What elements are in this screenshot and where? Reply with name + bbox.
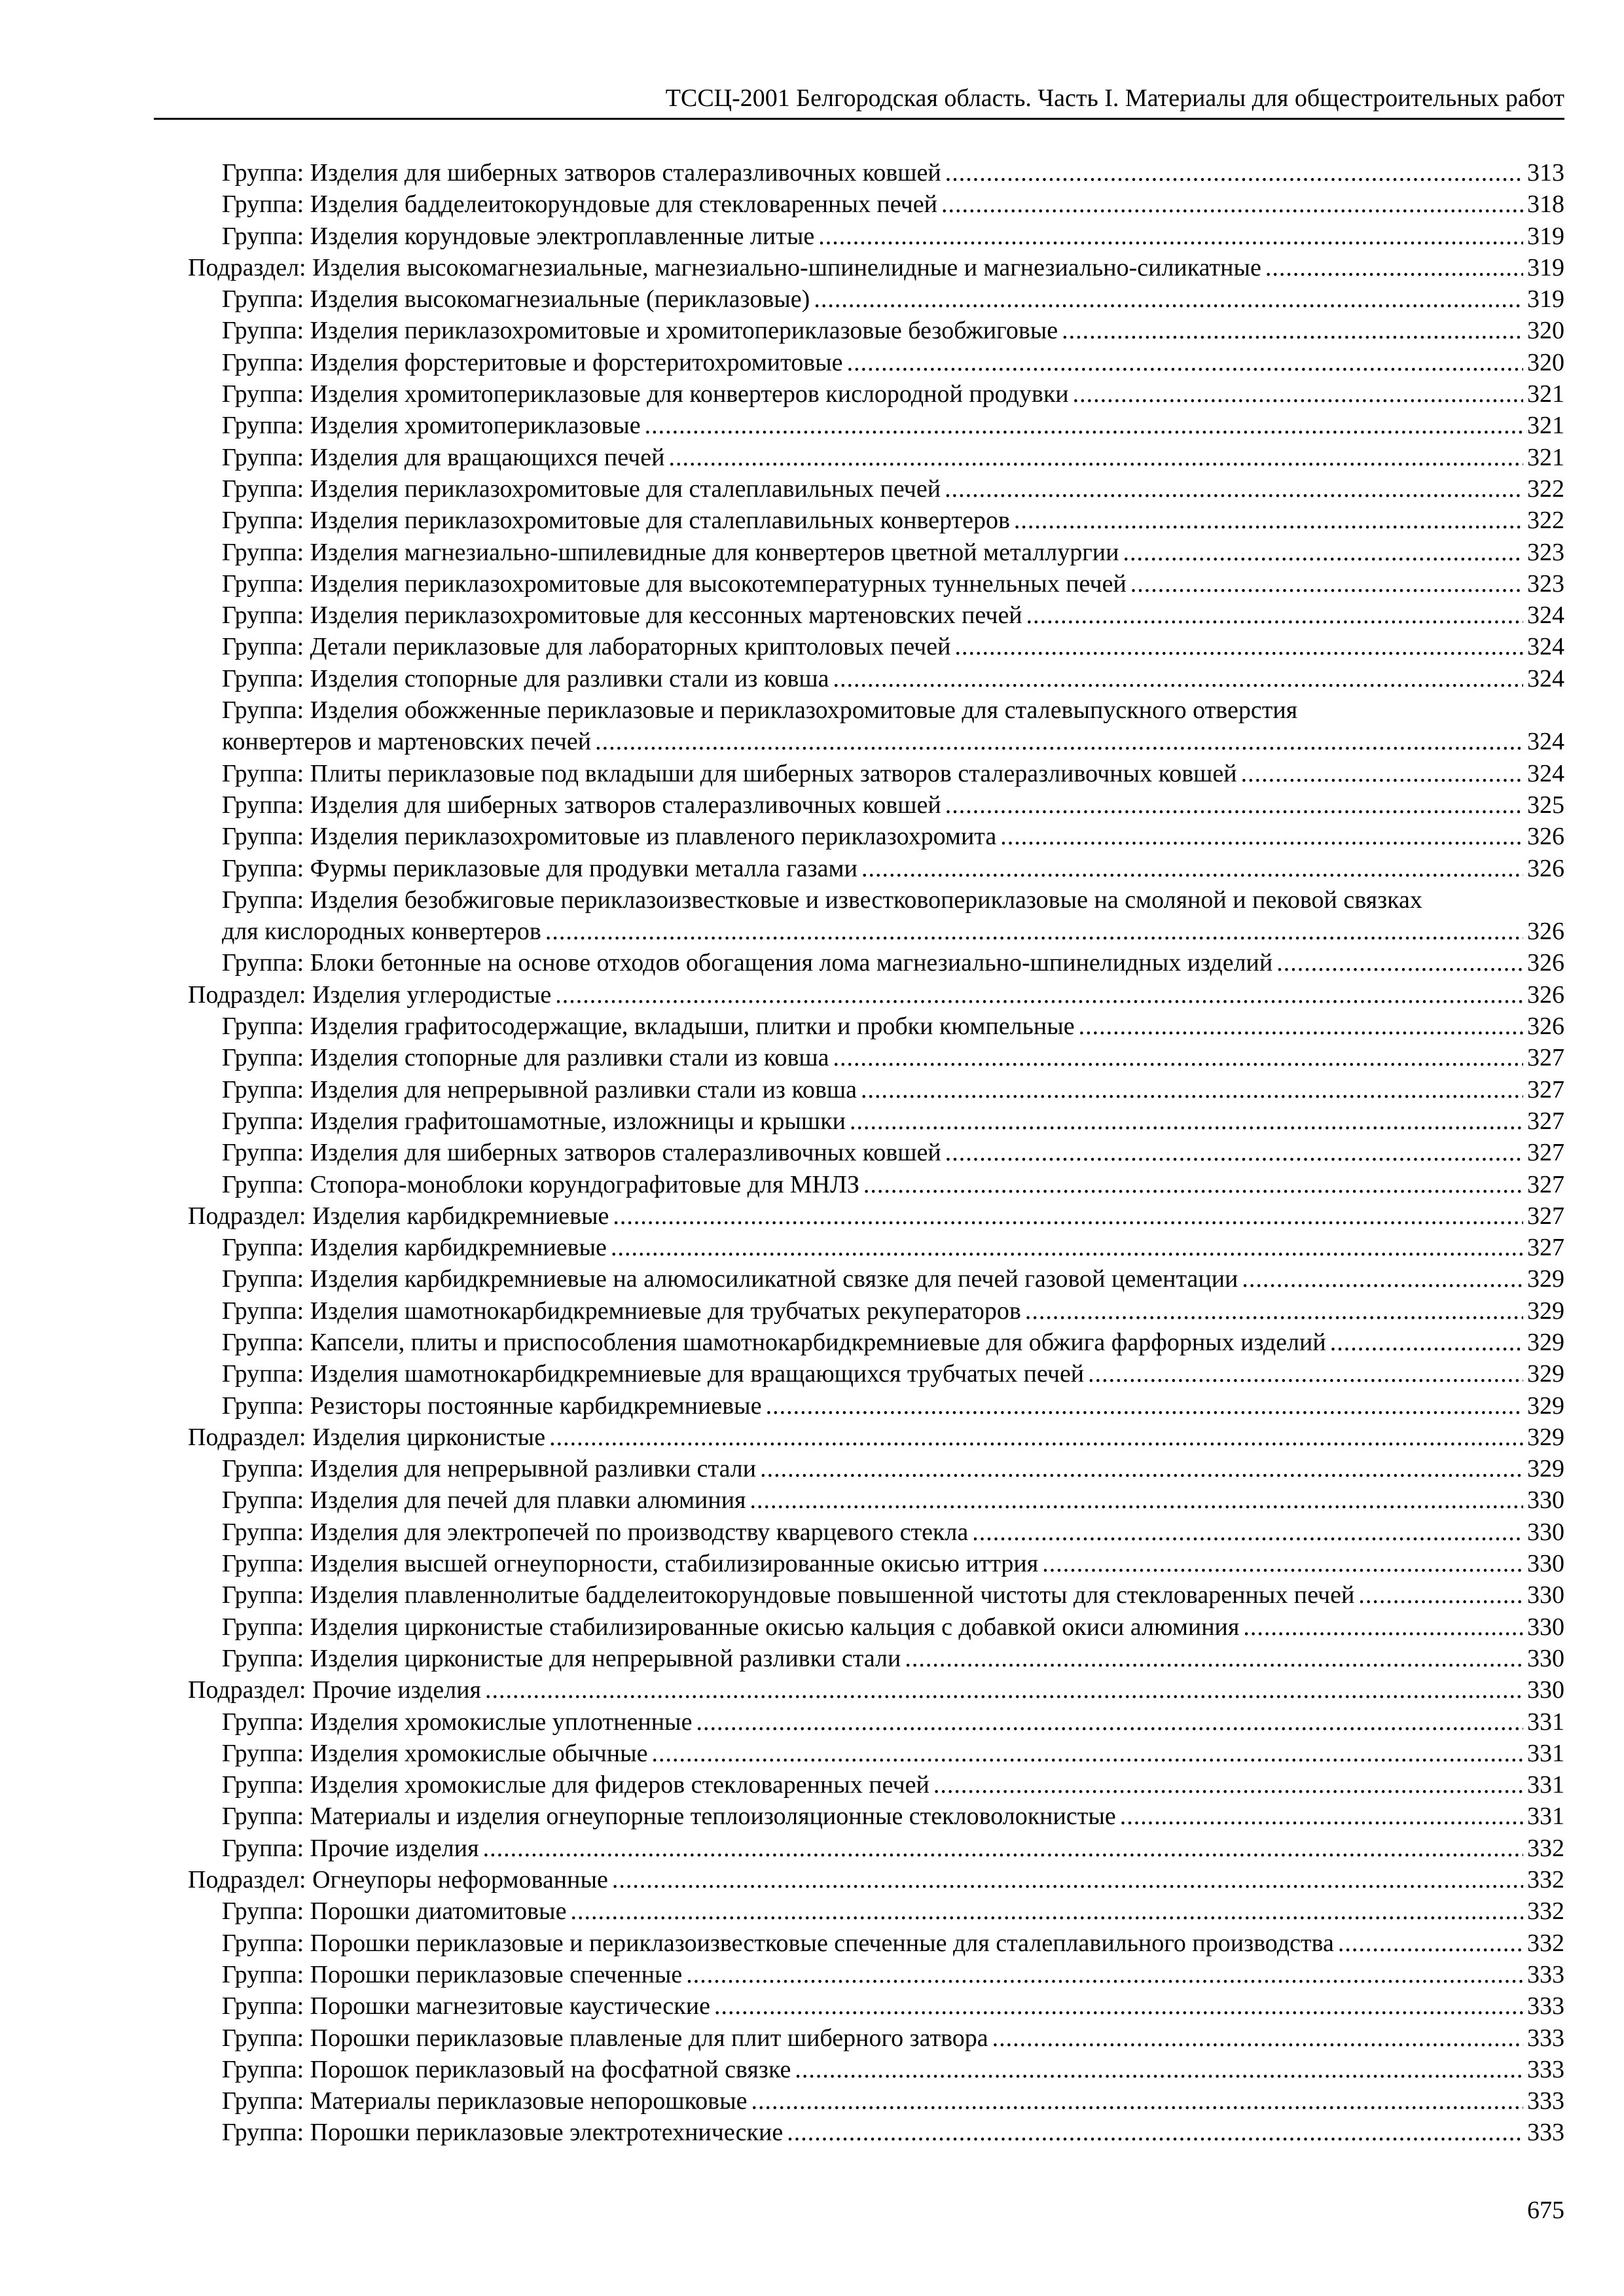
toc-entry-page: 330 bbox=[1527, 1581, 1564, 1609]
toc-entry-page: 320 bbox=[1527, 348, 1564, 376]
toc-entry-text: Группа: Порошки периклазовые и периклазоизвестковые спеченные для сталеплавильного производства bbox=[222, 1929, 1334, 1957]
toc-entry-page: 329 bbox=[1527, 1360, 1564, 1388]
toc-entry-page: 333 bbox=[1527, 2087, 1564, 2115]
toc-group-entry bbox=[222, 1990, 1564, 2022]
toc-group-entry bbox=[222, 1611, 1564, 1643]
toc-entry-page: 331 bbox=[1527, 1771, 1564, 1799]
toc-entry-page: 329 bbox=[1527, 1455, 1564, 1483]
toc-group-entry bbox=[222, 1579, 1564, 1611]
dot-leader bbox=[1120, 1801, 1523, 1832]
toc-entry-text: Группа: Плиты периклазовые под вкладыши для шиберных затворов сталеразливочных ковшей bbox=[222, 759, 1237, 787]
dot-leader bbox=[814, 283, 1523, 315]
dot-leader bbox=[1042, 1548, 1523, 1579]
toc-entry-page: 324 bbox=[1527, 633, 1564, 661]
dot-leader bbox=[1073, 378, 1523, 410]
dot-leader bbox=[941, 188, 1523, 220]
toc-entry-text: Группа: Изделия для непрерывной разливки стали bbox=[222, 1455, 757, 1483]
dot-leader bbox=[645, 410, 1523, 441]
dot-leader bbox=[795, 2054, 1523, 2085]
toc-entry-text: Группа: Изделия хромитопериклазовые bbox=[222, 412, 641, 440]
toc-subsection-entry bbox=[188, 1864, 1564, 1895]
dot-leader bbox=[905, 1643, 1523, 1674]
toc-entry-text: Подраздел: Изделия карбидкремниевые bbox=[188, 1202, 609, 1230]
dot-leader bbox=[1276, 947, 1523, 978]
toc-entry-text: Группа: Изделия периклазохромитовые для кессонных мартеновских печей bbox=[222, 601, 1022, 630]
toc-entry-text: Группа: Изделия для шиберных затворов сталеразливочных ковшей bbox=[222, 791, 941, 819]
dot-leader bbox=[545, 916, 1523, 947]
toc-group-entry bbox=[222, 1169, 1564, 1200]
toc-entry-page: 329 bbox=[1527, 1391, 1564, 1420]
dot-leader bbox=[1088, 1358, 1523, 1390]
toc-entry-page: 331 bbox=[1527, 1708, 1564, 1736]
toc-entry-text: Группа: Изделия цирконистые для непрерывной разливки стали bbox=[222, 1644, 901, 1672]
toc-entry-page: 321 bbox=[1527, 380, 1564, 408]
toc-entry-text: Группа: Изделия высокомагнезиальные (периклазовые) bbox=[222, 285, 810, 314]
toc-group-entry bbox=[222, 347, 1564, 378]
toc-entry-text: для кислородных конвертеров bbox=[222, 918, 541, 946]
toc-group-entry bbox=[222, 884, 1564, 948]
toc-group-entry bbox=[222, 694, 1564, 758]
toc-group-entry bbox=[222, 1548, 1564, 1579]
dot-leader bbox=[861, 1074, 1523, 1105]
toc-entry-page: 324 bbox=[1527, 601, 1564, 630]
toc-entry-text: Группа: Изделия для вращающихся печей bbox=[222, 443, 665, 471]
toc-entry-text: Группа: Изделия хромокислые уплотненные bbox=[222, 1708, 693, 1736]
toc-entry-page: 326 bbox=[1527, 823, 1564, 851]
toc-group-entry bbox=[222, 1011, 1564, 1042]
toc-entry-page: 331 bbox=[1527, 1739, 1564, 1767]
toc-entry-page: 329 bbox=[1527, 1328, 1564, 1356]
toc-entry-page: 319 bbox=[1527, 222, 1564, 250]
toc-entry-page: 323 bbox=[1527, 569, 1564, 598]
dot-leader bbox=[668, 442, 1523, 473]
toc-group-entry bbox=[222, 1327, 1564, 1358]
toc-entry-page: 330 bbox=[1527, 1644, 1564, 1672]
dot-leader bbox=[613, 1200, 1523, 1232]
toc-entry-text: Группа: Изделия карбидкремниевые bbox=[222, 1234, 607, 1262]
toc-entry-page: 333 bbox=[1527, 2024, 1564, 2052]
toc-entry-text: Группа: Порошки диатомитовые bbox=[222, 1897, 567, 1926]
toc-entry-text: Группа: Порошки периклазовые плавленые для плит шиберного затвора bbox=[222, 2024, 988, 2052]
toc-entry-page: 333 bbox=[1527, 1960, 1564, 1988]
dot-leader bbox=[1358, 1579, 1523, 1611]
toc-entry-page: 330 bbox=[1527, 1613, 1564, 1641]
page-number: 675 bbox=[1527, 2197, 1564, 2224]
dot-leader bbox=[847, 347, 1523, 378]
toc-group-entry bbox=[222, 221, 1564, 252]
toc-entry-text: Группа: Изделия стопорные для разливки стали из ковша bbox=[222, 664, 829, 692]
toc-group-entry bbox=[222, 2022, 1564, 2054]
header-title: ТССЦ-2001 Белгородская область. Часть I. Материалы для общестроительных работ bbox=[665, 84, 1564, 112]
toc-subsection-entry bbox=[188, 252, 1564, 283]
dot-leader bbox=[651, 1738, 1523, 1769]
toc-entry-page: 327 bbox=[1527, 1075, 1564, 1103]
toc-entry-page: 326 bbox=[1527, 1013, 1564, 1041]
dot-leader bbox=[612, 1864, 1523, 1895]
dot-leader bbox=[1025, 1295, 1523, 1327]
toc-group-entry bbox=[222, 537, 1564, 568]
toc-subsection-entry bbox=[188, 1200, 1564, 1232]
dot-leader bbox=[570, 1895, 1523, 1927]
toc-entry-text: Группа: Изделия периклазохромитовые для высокотемпературных туннельных печей bbox=[222, 569, 1127, 598]
toc-entry-page: 313 bbox=[1527, 159, 1564, 187]
dot-leader bbox=[833, 663, 1523, 694]
toc-group-entry bbox=[222, 1263, 1564, 1295]
toc-group-entry bbox=[222, 188, 1564, 220]
toc-entry-page: 333 bbox=[1527, 2055, 1564, 2083]
dot-leader bbox=[945, 157, 1523, 188]
dot-leader bbox=[955, 631, 1524, 662]
toc-entry-text: Группа: Изделия цирконистые стабилизированные окисью кальция с добавкой окиси алюминия bbox=[222, 1613, 1240, 1641]
toc-group-entry bbox=[222, 1042, 1564, 1073]
dot-leader bbox=[751, 2085, 1523, 2117]
dot-leader bbox=[818, 221, 1523, 252]
toc-group-entry bbox=[222, 1959, 1564, 1990]
toc-group-entry bbox=[222, 758, 1564, 789]
toc-subsection-entry bbox=[188, 979, 1564, 1011]
toc-group-entry bbox=[222, 1074, 1564, 1105]
toc-entry-page: 318 bbox=[1527, 190, 1564, 219]
toc-entry-page: 324 bbox=[1527, 728, 1564, 756]
toc-entry-page: 322 bbox=[1527, 475, 1564, 503]
dot-leader bbox=[483, 1833, 1523, 1864]
toc-entry-page: 333 bbox=[1527, 2119, 1564, 2147]
dot-leader bbox=[1014, 505, 1523, 536]
toc-group-entry bbox=[222, 568, 1564, 600]
dot-leader bbox=[696, 1706, 1523, 1738]
toc-entry-text: Подраздел: Изделия углеродистые bbox=[188, 980, 552, 1009]
toc-entry-text: Группа: Изделия корундовые электроплавленные литые bbox=[222, 222, 815, 250]
toc-entry-text: Группа: Капсели, плиты и приспособления шамотнокарбидкремниевые для обжига фарфорных изделий bbox=[222, 1328, 1326, 1356]
toc-entry-page: 321 bbox=[1527, 412, 1564, 440]
toc-entry-page: 329 bbox=[1527, 1265, 1564, 1293]
dot-leader bbox=[1123, 537, 1523, 568]
toc-group-entry bbox=[222, 1105, 1564, 1137]
toc-entry-page: 332 bbox=[1527, 1834, 1564, 1862]
toc-group-entry bbox=[222, 853, 1564, 884]
toc-entry-text: Группа: Изделия графитосодержащие, вкладыши, плитки и пробки кюмпельные bbox=[222, 1013, 1075, 1041]
toc-entry-text: Группа: Изделия для печей для плавки алюминия bbox=[222, 1486, 746, 1515]
dot-leader bbox=[1265, 252, 1523, 283]
toc-entry-page: 319 bbox=[1527, 285, 1564, 314]
dot-leader bbox=[1079, 1011, 1523, 1042]
dot-leader bbox=[1242, 1263, 1523, 1295]
toc-entry-page: 327 bbox=[1527, 1234, 1564, 1262]
toc-entry-page: 327 bbox=[1527, 1044, 1564, 1072]
toc-entry-page: 326 bbox=[1527, 980, 1564, 1009]
page-header bbox=[154, 80, 1564, 120]
toc-entry-page: 324 bbox=[1527, 759, 1564, 787]
toc-group-entry bbox=[222, 1833, 1564, 1864]
toc-entry-page: 327 bbox=[1527, 1202, 1564, 1230]
toc-entry-page: 327 bbox=[1527, 1107, 1564, 1135]
dot-leader bbox=[945, 789, 1523, 821]
dot-leader bbox=[972, 1516, 1523, 1548]
toc-entry-text: Группа: Изделия для непрерывной разливки стали из ковша bbox=[222, 1075, 857, 1103]
toc-entry-text: Группа: Блоки бетонные на основе отходов обогащения лома магнезиально-шпинелидных изделий bbox=[222, 949, 1273, 977]
dot-leader bbox=[787, 2117, 1523, 2148]
toc-entry-text-line1: Группа: Изделия безобжиговые периклазоизвестковые и известковопериклазовые на смоляной и пековой связках bbox=[222, 886, 1422, 914]
toc-group-entry bbox=[222, 473, 1564, 505]
toc-group-entry bbox=[222, 505, 1564, 536]
toc-group-entry bbox=[222, 1738, 1564, 1769]
toc-entry-text: Группа: Изделия периклазохромитовые из плавленого периклазохромита bbox=[222, 823, 997, 851]
toc-entry-text: Группа: Порошки магнезитовые каустические bbox=[222, 1992, 710, 2020]
toc-entry-page: 323 bbox=[1527, 538, 1564, 566]
dot-leader bbox=[549, 1422, 1523, 1453]
toc-entry-page: 330 bbox=[1527, 1550, 1564, 1578]
toc-entry-page: 330 bbox=[1527, 1518, 1564, 1546]
toc-group-entry bbox=[222, 821, 1564, 852]
toc-group-entry bbox=[222, 2054, 1564, 2085]
toc-entry-text: Группа: Изделия стопорные для разливки стали из ковша bbox=[222, 1044, 829, 1072]
toc-entry-text: Группа: Порошки периклазовые электротехнические bbox=[222, 2119, 784, 2147]
toc-group-entry bbox=[222, 1358, 1564, 1390]
toc-entry-text: Группа: Изделия карбидкремниевые на алюмосиликатной связке для печей газовой цементации bbox=[222, 1265, 1238, 1293]
toc-entry-page: 330 bbox=[1527, 1676, 1564, 1704]
toc-group-entry bbox=[222, 378, 1564, 410]
dot-leader bbox=[945, 473, 1523, 505]
toc-entry-page: 329 bbox=[1527, 1297, 1564, 1325]
toc-entry-page: 322 bbox=[1527, 507, 1564, 535]
dot-leader bbox=[1000, 821, 1523, 852]
toc-entry-text: Группа: Изделия хромокислые для фидеров стекловаренных печей bbox=[222, 1771, 929, 1799]
toc-group-entry bbox=[222, 631, 1564, 662]
toc-entry-page: 329 bbox=[1527, 1423, 1564, 1451]
toc-subsection-entry bbox=[188, 1674, 1564, 1706]
toc-group-entry bbox=[222, 1516, 1564, 1548]
toc-entry-text: Группа: Изделия магнезиально-шпилевидные для конвертеров цветной металлургии bbox=[222, 538, 1119, 566]
toc-entry-page: 326 bbox=[1527, 854, 1564, 882]
dot-leader bbox=[686, 1959, 1523, 1990]
toc-group-entry bbox=[222, 1390, 1564, 1422]
dot-leader bbox=[1338, 1928, 1523, 1959]
toc-group-entry bbox=[222, 1137, 1564, 1168]
toc-group-entry bbox=[222, 1895, 1564, 1927]
toc-entry-text: Группа: Изделия шамотнокарбидкремниевые для вращающихся трубчатых печей bbox=[222, 1360, 1085, 1388]
toc-entry-page: 319 bbox=[1527, 253, 1564, 281]
toc-entry-text: Группа: Изделия для электропечей по производству кварцевого стекла bbox=[222, 1518, 969, 1546]
dot-leader bbox=[863, 1169, 1523, 1200]
toc-group-entry bbox=[222, 1232, 1564, 1263]
dot-leader bbox=[750, 1484, 1523, 1516]
toc-entry-text: Группа: Изделия хромитопериклазовые для конвертеров кислородной продувки bbox=[222, 380, 1069, 408]
toc-group-entry bbox=[222, 2117, 1564, 2148]
dot-leader bbox=[760, 1453, 1523, 1484]
dot-leader bbox=[945, 1137, 1523, 1168]
toc-entry-page: 327 bbox=[1527, 1170, 1564, 1198]
dot-leader bbox=[1062, 315, 1523, 346]
dot-leader bbox=[933, 1769, 1523, 1801]
dot-leader bbox=[595, 726, 1523, 757]
toc-entry-page: 326 bbox=[1527, 949, 1564, 977]
dot-leader bbox=[485, 1674, 1523, 1706]
dot-leader bbox=[611, 1232, 1523, 1263]
toc-group-entry bbox=[222, 1928, 1564, 1959]
toc-entry-text: Группа: Стопора-моноблоки корундографитовые для МНЛЗ bbox=[222, 1170, 859, 1198]
dot-leader bbox=[1130, 568, 1523, 600]
toc-group-entry bbox=[222, 157, 1564, 188]
dot-leader bbox=[1026, 600, 1523, 631]
toc-group-entry bbox=[222, 1769, 1564, 1801]
toc-entry-text: Группа: Материалы и изделия огнеупорные теплоизоляционные стекловолокнистые bbox=[222, 1803, 1116, 1831]
toc-entry-page: 331 bbox=[1527, 1803, 1564, 1831]
dot-leader bbox=[861, 853, 1523, 884]
toc-group-entry bbox=[222, 1453, 1564, 1484]
toc-entry-page: 332 bbox=[1527, 1866, 1564, 1894]
toc-entry-page: 320 bbox=[1527, 317, 1564, 345]
toc-entry-text: Группа: Изделия плавленнолитые бадделеитокорундовые повышенной чистоты для стекловаренных печей bbox=[222, 1581, 1355, 1609]
toc-entry-page: 321 bbox=[1527, 443, 1564, 471]
toc-entry-text: Группа: Изделия для шиберных затворов сталеразливочных ковшей bbox=[222, 1139, 941, 1167]
toc-group-entry bbox=[222, 947, 1564, 978]
toc-entry-text: Подраздел: Изделия цирконистые bbox=[188, 1423, 546, 1451]
dot-leader bbox=[1241, 758, 1523, 789]
toc-entry-text: Группа: Материалы периклазовые непорошковые bbox=[222, 2087, 748, 2115]
toc-group-entry bbox=[222, 1706, 1564, 1738]
toc-entry-page: 333 bbox=[1527, 1992, 1564, 2020]
toc-entry-text: Группа: Изделия хромокислые обычные bbox=[222, 1739, 648, 1767]
toc-entry-text: Подраздел: Изделия высокомагнезиальные, магнезиально-шпинелидные и магнезиально-силикатные bbox=[188, 253, 1261, 281]
toc-entry-text: Подраздел: Огнеупоры неформованные bbox=[188, 1866, 608, 1894]
toc-entry-text: Группа: Изделия графитошамотные, изложницы и крышки bbox=[222, 1107, 846, 1135]
toc-entry-text: Группа: Фурмы периклазовые для продувки металла газами bbox=[222, 854, 857, 882]
toc-entry-text: Группа: Резисторы постоянные карбидкремниевые bbox=[222, 1391, 762, 1420]
toc-entry-text: Группа: Порошки периклазовые спеченные bbox=[222, 1960, 683, 1988]
toc-group-entry bbox=[222, 1801, 1564, 1832]
toc-entry-text: Группа: Изделия высшей огнеупорности, стабилизированные окисью иттрия bbox=[222, 1550, 1039, 1578]
toc-group-entry bbox=[222, 283, 1564, 315]
toc-entry-page: 332 bbox=[1527, 1929, 1564, 1957]
toc-entry-page: 330 bbox=[1527, 1486, 1564, 1515]
toc-entry-page: 325 bbox=[1527, 791, 1564, 819]
dot-leader bbox=[850, 1105, 1523, 1137]
toc-entry-text: Группа: Изделия периклазохромитовые для сталеплавильных печей bbox=[222, 475, 941, 503]
toc-group-entry bbox=[222, 2085, 1564, 2117]
toc-group-entry bbox=[222, 1484, 1564, 1516]
toc-group-entry bbox=[222, 1295, 1564, 1327]
toc-entry-text: Группа: Порошок периклазовый на фосфатной связке bbox=[222, 2055, 791, 2083]
toc-entry-text: Группа: Изделия периклазохромитовые для сталеплавильных конвертеров bbox=[222, 507, 1010, 535]
toc-entry-text: Группа: Изделия форстеритовые и форстеритохромитовые bbox=[222, 348, 843, 376]
toc-entry-page: 326 bbox=[1527, 918, 1564, 946]
dot-leader bbox=[766, 1390, 1523, 1422]
toc-group-entry bbox=[222, 1643, 1564, 1674]
toc-entry-text: Группа: Детали периклазовые для лабораторных криптоловых печей bbox=[222, 633, 951, 661]
toc-group-entry bbox=[222, 600, 1564, 631]
toc-group-entry bbox=[222, 410, 1564, 441]
dot-leader bbox=[1330, 1327, 1523, 1358]
toc-entry-text-line1: Группа: Изделия обожженные периклазовые и периклазохромитовые для сталевыпускного отверстия bbox=[222, 696, 1298, 725]
toc-entry-page: 332 bbox=[1527, 1897, 1564, 1926]
toc-entry-text: Группа: Изделия периклазохромитовые и хромитопериклазовые безобжиговые bbox=[222, 317, 1058, 345]
toc-entry-text: Группа: Изделия бадделеитокорундовые для стекловаренных печей bbox=[222, 190, 937, 219]
table-of-contents bbox=[188, 157, 1564, 2149]
toc-group-entry bbox=[222, 315, 1564, 346]
dot-leader bbox=[1243, 1611, 1523, 1643]
toc-entry-text: конвертеров и мартеновских печей bbox=[222, 728, 592, 756]
dot-leader bbox=[992, 2022, 1523, 2054]
dot-leader bbox=[833, 1042, 1523, 1073]
toc-entry-page: 327 bbox=[1527, 1139, 1564, 1167]
dot-leader bbox=[714, 1990, 1523, 2022]
dot-leader bbox=[555, 979, 1523, 1011]
toc-entry-text: Подраздел: Прочие изделия bbox=[188, 1676, 482, 1704]
toc-subsection-entry bbox=[188, 1422, 1564, 1453]
toc-entry-text: Группа: Прочие изделия bbox=[222, 1834, 479, 1862]
toc-entry-text: Группа: Изделия шамотнокарбидкремниевые для трубчатых рекуператоров bbox=[222, 1297, 1021, 1325]
toc-entry-page: 324 bbox=[1527, 664, 1564, 692]
toc-group-entry bbox=[222, 442, 1564, 473]
toc-group-entry bbox=[222, 789, 1564, 821]
toc-group-entry bbox=[222, 663, 1564, 694]
toc-entry-text: Группа: Изделия для шиберных затворов сталеразливочных ковшей bbox=[222, 159, 941, 187]
